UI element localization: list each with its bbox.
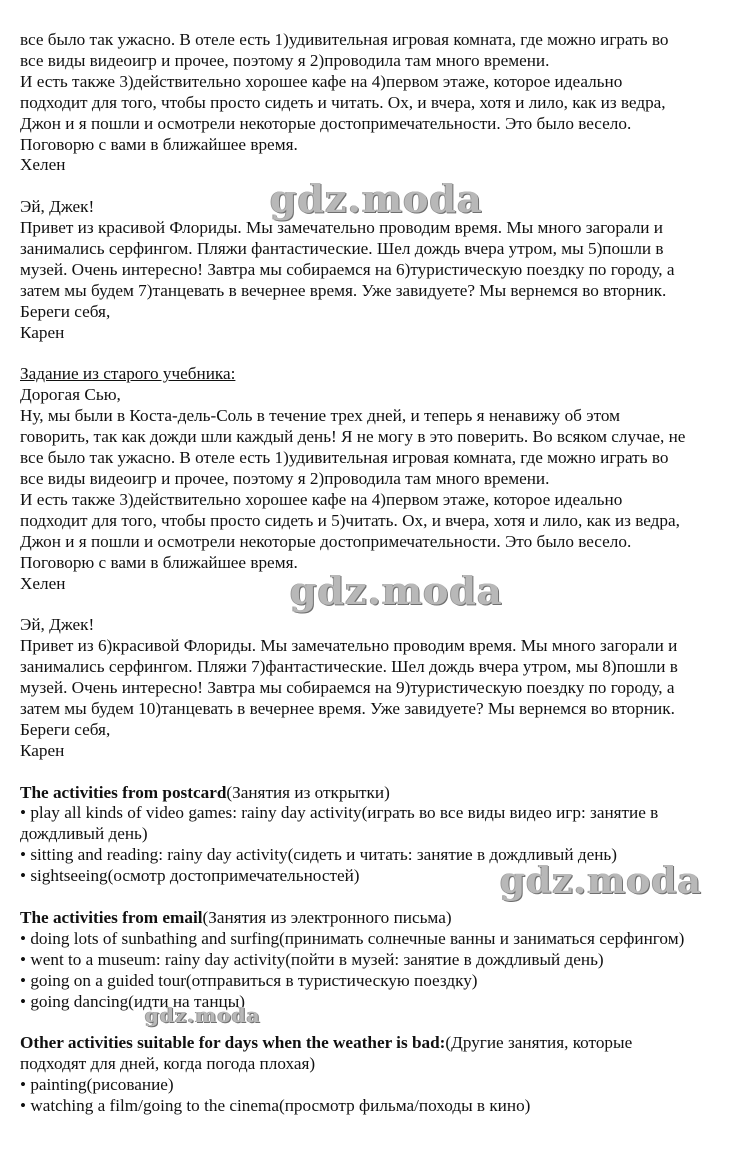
document-page (20, 30, 735, 1117)
heading-bold: The activities from email (20, 907, 203, 927)
text-line: Береги себя, (20, 719, 111, 739)
activities-email-section (20, 908, 735, 1013)
list-item: • going dancing(идти на танцы) (20, 991, 245, 1011)
text-line: музей. Очень интересно! Завтра мы собираемся на 6)туристическую поездку по городу, а (20, 259, 675, 279)
text-line: подходит для того, чтобы просто сидеть и 5)читать. Ох, и вчера, хотя и лило, как из ведра, (20, 510, 680, 530)
text-line: говорить, так как дожди шли каждый день! Я не могу в это поверить. Во всяком случае, не (20, 427, 686, 447)
heading-translation: (Занятия из электронного письма) (202, 907, 452, 927)
heading-bold: Other activities suitable for days when the weather is bad: (20, 1033, 446, 1053)
section-heading (20, 783, 735, 804)
list-item: • play all kinds of video games: rainy day activity(играть во все виды видео игр: занятие в (20, 803, 659, 823)
text-line: Джон и я пошли и осмотрели некоторые достопримечательности. Это было весело. (20, 531, 632, 551)
text-line: музей. Очень интересно! Завтра мы собираемся на 9)туристическую поездку по городу, а (20, 678, 675, 698)
text-line: Привет из 6)красивой Флориды. Мы замечательно проводим время. Мы много загорали и (20, 636, 678, 656)
heading-continuation: подходят для дней, когда погода плохая) (20, 1054, 316, 1074)
text-line: Джон и я пошли и осмотрели некоторые достопримечательности. Это было весело. (20, 113, 632, 133)
list-item: дождливый день) (20, 824, 148, 844)
list-item: • going on a guided tour(отправиться в туристическую поездку) (20, 970, 478, 990)
text-line: все виды видеоигр и прочее, поэтому я 2)проводила там много времени. (20, 469, 550, 488)
postcard-text (20, 30, 735, 176)
heading-bold: The activities from postcard (20, 782, 227, 802)
greeting-line: Дорогая Сью, (20, 385, 121, 405)
signature-line: Хелен (20, 155, 66, 175)
text-line: И есть также 3)действительно хорошее кафе на 4)первом этаже, которое идеально (20, 71, 623, 91)
old-textbook-section (20, 364, 735, 761)
text-line: Поговорю с вами в ближайшее время. (20, 552, 298, 572)
text-line: Береги себя, (20, 301, 111, 321)
list-item: • went to a museum: rainy day activity(пойти в музей: занятие в дождливый день) (20, 949, 604, 969)
text-line: занимались серфингом. Пляжи фантастические. Шел дождь вчера утром, мы 5)пошли в (20, 239, 664, 259)
greeting-line: Эй, Джек! (20, 197, 95, 217)
text-line: все было так ужасно. В отеле есть 1)удивительная игровая комната, где можно играть во (20, 30, 669, 49)
signature-line: Хелен (20, 573, 66, 593)
text-line: все было так ужасно. В отеле есть 1)удивительная игровая комната, где можно играть во (20, 448, 669, 468)
other-activities-section (20, 1033, 735, 1117)
heading-translation: (Занятия из открытки) (226, 782, 390, 802)
activities-postcard-section (20, 783, 735, 888)
text-line: Привет из красивой Флориды. Мы замечательно проводим время. Мы много загорали и (20, 218, 663, 238)
section-heading (20, 1033, 735, 1054)
signature-line: Карен (20, 740, 65, 760)
list-item: • watching a film/going to the cinema(просмотр фильма/походы в кино) (20, 1096, 531, 1116)
text-line: затем мы будем 7)танцевать в вечернее время. Уже завидуете? Мы вернемся во вторник. (20, 280, 667, 300)
list-item: • painting(рисование) (20, 1075, 174, 1095)
watermark: gdz.moda (500, 860, 702, 902)
text-line: подходит для того, чтобы просто сидеть и читать. Ох, и вчера, хотя и лило, как из ведра, (20, 92, 666, 112)
text-line: И есть также 3)действительно хорошее кафе на 4)первом этаже, которое идеально (20, 489, 623, 509)
section-heading (20, 908, 735, 929)
greeting-line: Эй, Джек! (20, 615, 95, 635)
text-line: Ну, мы были в Коста-дель-Соль в течение трех дней, и теперь я ненавижу об этом (20, 406, 621, 426)
text-line: все виды видеоигр и прочее, поэтому я 2)проводила там много времени. (20, 50, 550, 70)
heading-translation: (Другие занятия, которые (445, 1033, 633, 1053)
text-line: занимались серфингом. Пляжи 7)фантастические. Шел дождь вчера утром, мы 8)пошли в (20, 657, 678, 677)
signature-line: Карен (20, 322, 65, 342)
list-item: • doing lots of sunbathing and surfing(принимать солнечные ванны и заниматься серфингом) (20, 928, 685, 948)
list-item: • sightseeing(осмотр достопримечательностей) (20, 866, 360, 886)
watermark: gdz.moda (290, 568, 503, 613)
watermark: gdz.moda (270, 176, 483, 221)
text-line: Поговорю с вами в ближайшее время. (20, 134, 298, 154)
old-textbook-heading: Задание из старого учебника: (20, 364, 236, 384)
text-line: затем мы будем 10)танцевать в вечернее время. Уже завидуете? Мы вернемся во вторник. (20, 698, 675, 718)
watermark: gdz.moda (145, 1003, 261, 1027)
email-text (20, 197, 735, 343)
list-item: • sitting and reading: rainy day activity(сидеть и читать: занятие в дождливый день) (20, 845, 617, 865)
